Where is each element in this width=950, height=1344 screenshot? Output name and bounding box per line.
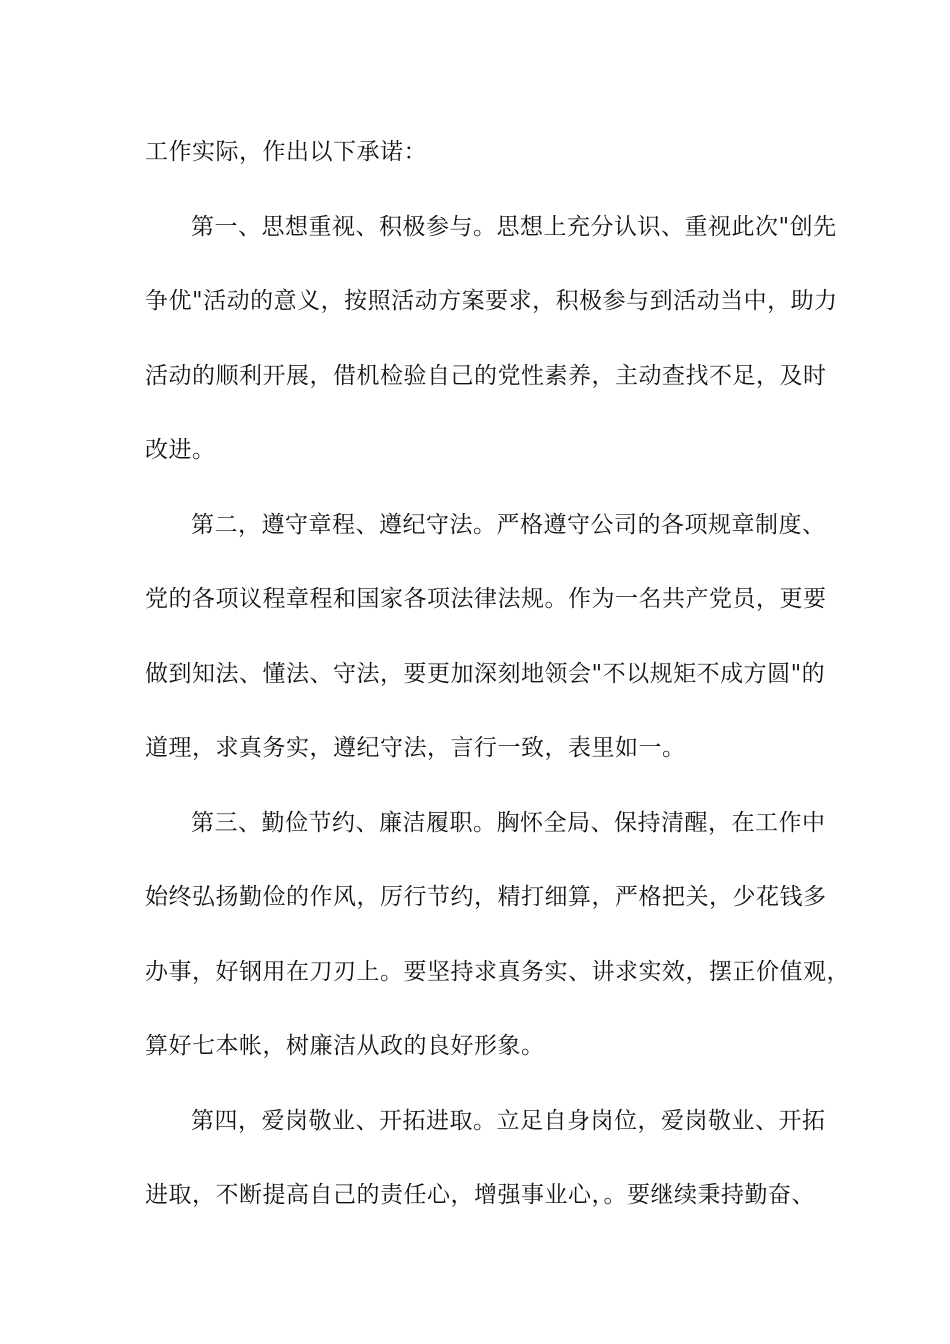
text-line: 党的各项议程章程和国家各项法律法规。作为一名共产党员，更要 <box>145 586 827 612</box>
paragraph-first-line: 第二，遵守章程、遵纪守法。严格遵守公司的各项规章制度、 <box>191 511 826 538</box>
text-line: 始终弘扬勤俭的作风，厉行节约，精打细算，严格把关，少花钱多 <box>145 884 827 910</box>
paragraph-first-line: 第一、思想重视、积极参与。思想上充分认识、重视此次"创先 <box>191 213 837 240</box>
text-line: 算好七本帐，树廉洁从政的良好形象。 <box>145 1033 545 1059</box>
text-line: 道理，求真务实，遵纪守法，言行一致，表里如一。 <box>145 735 686 761</box>
document-body <box>145 128 850 1246</box>
text-line: 进取，不断提高自己的责任心，增强事业心，。要继续秉持勤奋、 <box>145 1182 815 1208</box>
text-line: 做到知法、懂法、守法，要更加深刻地领会"不以规矩不成方圆"的 <box>145 660 826 687</box>
text-line: 办事，好钢用在刀刃上。要坚持求真务实、讲求实效，摆正价值观， <box>145 958 850 985</box>
paragraph-first-line: 第三、勤俭节约、廉洁履职。胸怀全局、保持清醒，在工作中 <box>191 809 826 836</box>
paragraph-first-line: 第四，爱岗敬业、开拓进取。立足自身岗位，爱岗敬业、开拓 <box>191 1107 826 1134</box>
text-line: 改进。 <box>145 437 216 463</box>
text-line: 争优"活动的意义，按照活动方案要求，积极参与到活动当中，助力 <box>145 288 838 314</box>
text-line: 活动的顺利开展，借机检验自己的党性素养，主动查找不足，及时 <box>145 362 827 389</box>
text-line: 工作实际，作出以下承诺： <box>145 139 427 165</box>
